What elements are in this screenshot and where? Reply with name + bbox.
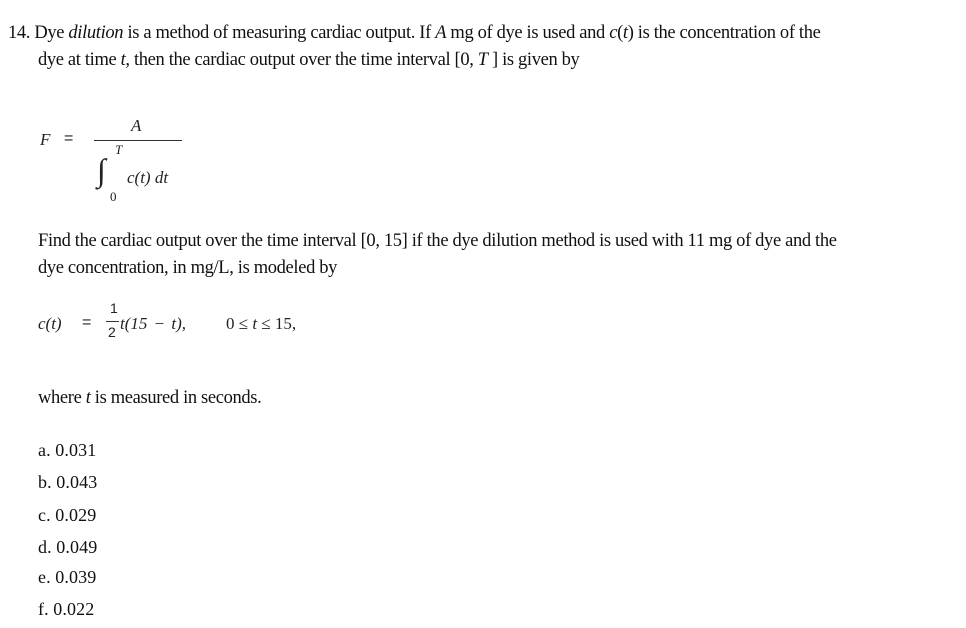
- variable-t: t: [252, 314, 258, 333]
- variable-t: t: [120, 50, 126, 70]
- variable-c: c: [609, 23, 618, 43]
- integral-sign-icon: ∫: [97, 152, 106, 188]
- intro-text: , then the cardiac output over the time interval [0,: [125, 50, 478, 70]
- term-dilution: dilution: [68, 23, 124, 43]
- intro-text: Dye: [34, 23, 69, 43]
- find-text-line2: dye concentration, in mg/L, is modeled by: [38, 258, 338, 278]
- problem-statement: [8, 20, 958, 47]
- formula2-equals: =: [82, 314, 92, 331]
- fraction-denominator: 2: [108, 324, 116, 340]
- fraction-numerator: 1: [110, 300, 118, 316]
- problem-number: 14.: [8, 23, 31, 43]
- answer-choice-f[interactable]: f. 0.022: [38, 599, 95, 619]
- intro-text: dye at time: [38, 50, 121, 70]
- formula-equals: =: [64, 130, 74, 147]
- units-note: [38, 385, 261, 412]
- problem-statement-line2: [38, 47, 938, 74]
- fraction-bar: [106, 321, 119, 322]
- formula2-lhs: c(t): [38, 314, 62, 333]
- note-text: is measured in seconds.: [90, 388, 262, 408]
- formula2-constraint: [226, 314, 296, 334]
- intro-text: (: [617, 23, 623, 43]
- integral-lower-limit: 0: [110, 189, 117, 204]
- fraction-bar: [94, 140, 182, 141]
- formula-lhs: F: [40, 130, 51, 149]
- variable-T: T: [477, 50, 488, 70]
- variable-t: t: [622, 23, 628, 43]
- integrand: c(t) dt: [127, 168, 169, 187]
- intro-text: ) is the concentration of the: [627, 23, 821, 43]
- answer-choice-b[interactable]: b. 0.043: [38, 472, 98, 492]
- formula2-expression: t(15 − t),: [120, 314, 186, 333]
- formula-numerator: A: [131, 116, 142, 135]
- intro-text: ] is given by: [487, 50, 580, 70]
- integral-upper-limit: T: [115, 142, 123, 157]
- find-text-line1: Find the cardiac output over the time interval [0, 15] if the dye dilution method is used with 11 mg of dye and the: [38, 231, 837, 251]
- intro-text: is a method of measuring cardiac output. If: [123, 23, 436, 43]
- constraint-text: ≤ 15,: [257, 314, 297, 333]
- answer-choice-e[interactable]: e. 0.039: [38, 567, 97, 587]
- intro-text: mg of dye is used and: [446, 23, 610, 43]
- variable-t: t: [85, 388, 91, 408]
- answer-choice-c[interactable]: c. 0.029: [38, 505, 97, 525]
- note-text: where: [38, 388, 86, 408]
- constraint-text: 0 ≤: [226, 314, 253, 333]
- answer-choice-d[interactable]: d. 0.049: [38, 537, 98, 557]
- variable-A: A: [435, 23, 447, 43]
- answer-choice-a[interactable]: a. 0.031: [38, 440, 97, 460]
